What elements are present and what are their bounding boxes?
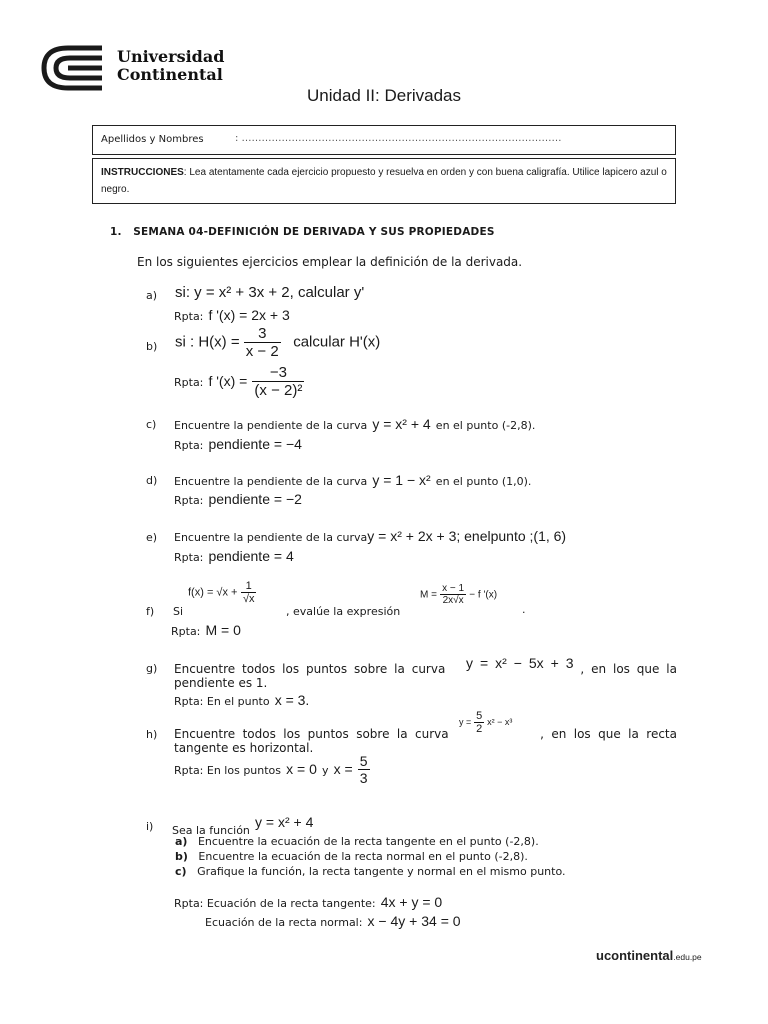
exercise-i-letter: i) bbox=[146, 820, 154, 833]
exercise-f-si: Si bbox=[173, 605, 184, 618]
exercise-a-letter: a) bbox=[146, 289, 158, 302]
exercise-g-letter: g) bbox=[146, 662, 158, 675]
exercise-f-function: f(x) = √x + $\frac{1}{√x}$ bbox=[188, 580, 255, 605]
exercise-h-statement: Encuentre todos los puntos sobre la curva , en los que la recta tangente es horizontal. bbox=[174, 727, 677, 755]
exercise-h-letter: h) bbox=[146, 728, 158, 741]
name-label: Apellidos y Nombres bbox=[101, 134, 204, 145]
exercise-e-answer: Rpta: pendiente = 4 bbox=[174, 548, 294, 564]
exercise-i-answer-tangent: Rpta: Ecuación de la recta tangente: 4x + y = 0 bbox=[174, 894, 443, 910]
footer-brand: ucontinental.edu.pe bbox=[596, 948, 702, 963]
exercise-c-answer: Rpta: pendiente = −4 bbox=[174, 436, 302, 452]
section-intro: En los siguientes ejercicios emplear la definición de la derivada. bbox=[137, 255, 523, 269]
exercise-c-letter: c) bbox=[146, 418, 157, 431]
exercise-i-answer-normal: Ecuación de la recta normal: x − 4y + 34 = 0 bbox=[205, 913, 461, 929]
exercise-b-answer: Rpta: f '(x) = $\frac{-3}{\text{(x − 2)²}}$ bbox=[174, 364, 303, 399]
exercise-d-answer: Rpta: pendiente = −2 bbox=[174, 491, 302, 507]
exercise-f-dot: . bbox=[522, 603, 526, 616]
list-item: a) Encuentre la ecuación de la recta tangente en el punto (-2,8). bbox=[175, 835, 539, 848]
name-field-box bbox=[92, 125, 676, 155]
exercise-g-answer: Rpta: En el punto x = 3. bbox=[174, 692, 310, 708]
exercise-a-statement: si: y = x² + 3x + 2, calcular y' bbox=[175, 284, 365, 301]
exercise-e-statement: Encuentre la pendiente de la curvay = x² + 2x + 3; enelpunto ;(1, 6) bbox=[174, 528, 567, 544]
brand-name: Universidad Continental bbox=[117, 47, 225, 84]
exercise-d-statement: Encuentre la pendiente de la curva y = 1 − x² en el punto (1,0). bbox=[174, 472, 532, 488]
exercise-f-m-expression: M = $\frac{x - 1}{2x√x}$ − f '(x) bbox=[420, 583, 498, 606]
exercise-d-letter: d) bbox=[146, 474, 158, 487]
instructions-box bbox=[92, 158, 676, 204]
name-dotted-line: : …………………………………………………………………………………… bbox=[235, 133, 562, 144]
exercise-e-letter: e) bbox=[146, 531, 158, 544]
instructions-text: : Lea atentamente cada ejercicio propuesto y resuelva en orden y con buena caligrafía. Utilice lapicero azul o negro. bbox=[101, 167, 667, 195]
list-item: c) Grafique la función, la recta tangente y normal en el mismo punto. bbox=[175, 865, 566, 878]
exercise-f-letter: f) bbox=[146, 605, 155, 618]
exercise-a-answer: Rpta: f '(x) = 2x + 3 bbox=[174, 307, 290, 323]
exercise-h-answer: Rpta: En los puntos x = 0 y x = $\frac{5}{3}$ bbox=[174, 753, 368, 786]
exercise-b-letter: b) bbox=[146, 340, 158, 353]
page-title: Unidad II: Derivadas bbox=[306, 86, 462, 105]
exercise-f-text: , evalúe la expresión bbox=[286, 605, 401, 618]
exercise-b-statement: si : H(x) = $\frac{3}{x - 2}$ calcular H'(x) bbox=[175, 325, 381, 360]
list-item: b) Encuentre la ecuación de la recta normal en el punto (-2,8). bbox=[175, 850, 528, 863]
exercise-i-statement: $_{Sea la función}$ y = x² + 4 bbox=[172, 814, 314, 837]
exercise-h-curve: y = $\frac{5}{2}$ x² − x³ bbox=[459, 710, 513, 735]
exercise-i-subitems bbox=[175, 834, 566, 879]
instructions-label: INSTRUCCIONES bbox=[101, 167, 184, 178]
section-heading: 1. SEMANA 04-DEFINICIÓN DE DERIVADA Y SUS PROPIEDADES bbox=[110, 226, 495, 238]
exercise-f-answer: Rpta: M = 0 bbox=[171, 622, 241, 638]
exercise-g-statement: Encuentre todos los puntos sobre la curva y = x² − 5x + 3 , en los que la pendiente es 1. bbox=[174, 655, 677, 690]
exercise-c-statement: Encuentre la pendiente de la curva y = x² + 4 en el punto (-2,8). bbox=[174, 416, 536, 432]
